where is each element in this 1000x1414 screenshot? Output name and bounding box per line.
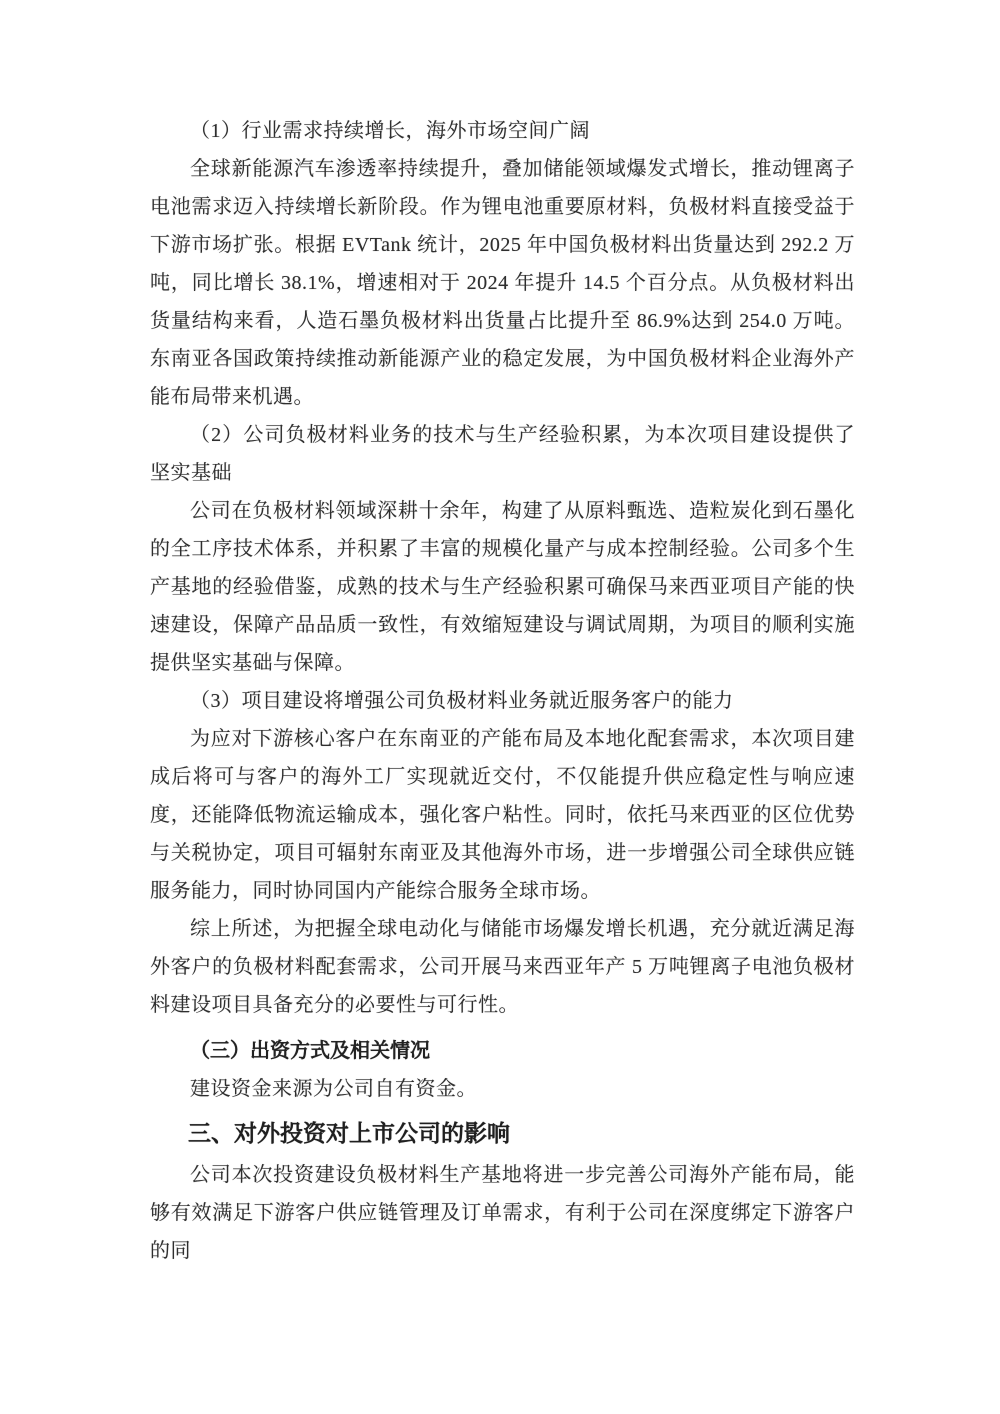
list-item-heading-2: （2）公司负极材料业务的技术与生产经验积累，为本次项目建设提供了坚实基础 [150,424,855,484]
subsection-heading-funding: （三）出资方式及相关情况 [190,1040,430,1062]
paragraph-industry-demand: 全球新能源汽车渗透率持续提升，叠加储能领域爆发式增长，推动锂离子电池需求迈入持续增长新阶段。作为锂电池重要原材料，负极材料直接受益于下游市场扩张。根据 EVTank 统计，2025 年中国负极材料出货量达到 292.2 万吨，同比增长 38.1%，增速相对于 2024 年提升 14.5 个百分点。从负极材料出货量结构来看，人造石墨负极材料出货量占比提升至 86.9%达到 254.0 万吨。东南亚各国政策持续推动新能源产业的稳定发展，为中国负极材料企业海外产能布局带来机遇。 [150,158,855,408]
list-item-heading-1: （1）行业需求持续增长，海外市场空间广阔 [190,120,590,142]
paragraph-customer-proximity: 为应对下游核心客户在东南亚的产能布局及本地化配套需求，本次项目建成后将可与客户的海外工厂实现就近交付，不仅能提升供应稳定性与响应速度，还能降低物流运输成本，强化客户粘性。同时，依托马来西亚的区位优势与关税协定，项目可辐射东南亚及其他海外市场，进一步增强公司全球供应链服务能力，同时协同国内产能综合服务全球市场。 [150,728,855,902]
section-heading-investment-impact: 三、对外投资对上市公司的影响 [188,1121,510,1146]
paragraph-company-experience: 公司在负极材料领域深耕十余年，构建了从原料甄选、造粒炭化到石墨化的全工序技术体系，并积累了丰富的规模化量产与成本控制经验。公司多个生产基地的经验借鉴，成熟的技术与生产经验积累可确保马来西亚项目产能的快速建设，保障产品品质一致性，有效缩短建设与调试周期，为项目的顺利实施提供坚实基础与保障。 [150,500,855,674]
list-item-heading-3: （3）项目建设将增强公司负极材料业务就近服务客户的能力 [190,690,734,712]
paragraph-summary: 综上所述，为把握全球电动化与储能市场爆发增长机遇，充分就近满足海外客户的负极材料配套需求，公司开展马来西亚年产 5 万吨锂离子电池负极材料建设项目具备充分的必要性与可行性。 [150,918,855,1016]
paragraph-investment-impact: 公司本次投资建设负极材料生产基地将进一步完善公司海外产能布局，能够有效满足下游客户供应链管理及订单需求，有利于公司在深度绑定下游客户的同 [150,1164,855,1262]
paragraph-funding-source: 建设资金来源为公司自有资金。 [190,1078,477,1100]
document-body [150,112,855,1270]
